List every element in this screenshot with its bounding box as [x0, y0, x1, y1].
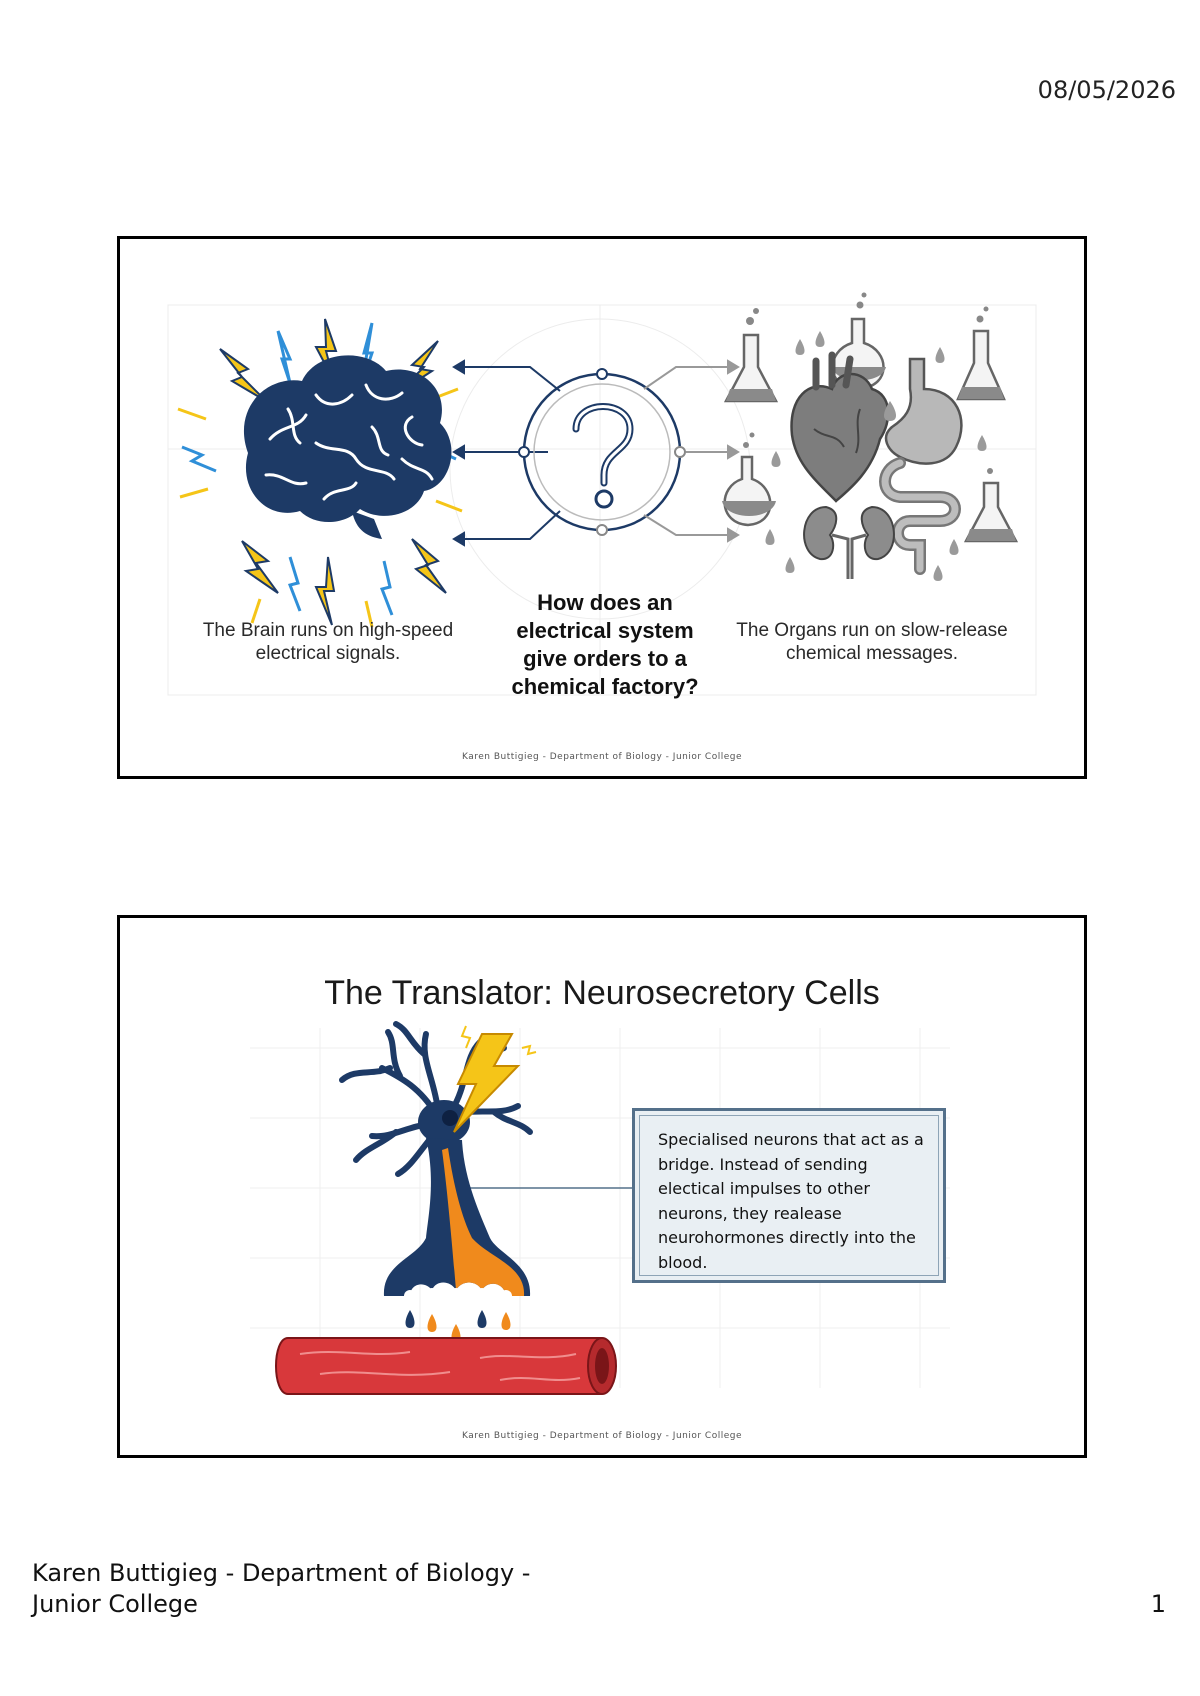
organs-icon [722, 293, 1016, 582]
slide-neurosecretory-cells [117, 915, 1087, 1458]
page-footer [32, 1558, 530, 1620]
brain-icon [244, 355, 452, 539]
slide2-title: The Translator: Neurosecretory Cells [324, 974, 880, 1012]
blood-vessel-icon [276, 1338, 616, 1394]
page-footer-line2: Junior College [32, 1590, 198, 1618]
organs-caption: The Organs run on slow-release chemical messages. [736, 620, 1008, 664]
page-footer-line1: Karen Buttigieg - Department of Biology - [32, 1559, 531, 1587]
slide1-footer: Karen Buttigieg - Department of Biology - Junior College [462, 752, 742, 762]
callout-text: Specialised neurons that act as a bridge. Instead of sending electical impulses to other neurons, they realease neurohormones directly into the blood. [639, 1115, 939, 1276]
arrows-to-brain-icon [454, 361, 560, 545]
slide2-footer: Karen Buttigieg - Department of Biology - Junior College [462, 1431, 742, 1441]
page-number: 1 [1150, 1590, 1166, 1618]
page-date: 08/05/2026 [1037, 76, 1176, 104]
arrows-to-organs-icon [644, 361, 738, 541]
slide-brain-vs-organs [117, 236, 1087, 779]
central-question: How does an electrical system give orders to a chemical factory? [511, 590, 699, 699]
callout-box [632, 1108, 946, 1283]
brain-caption: The Brain runs on high-speed electrical signals. [202, 620, 454, 664]
